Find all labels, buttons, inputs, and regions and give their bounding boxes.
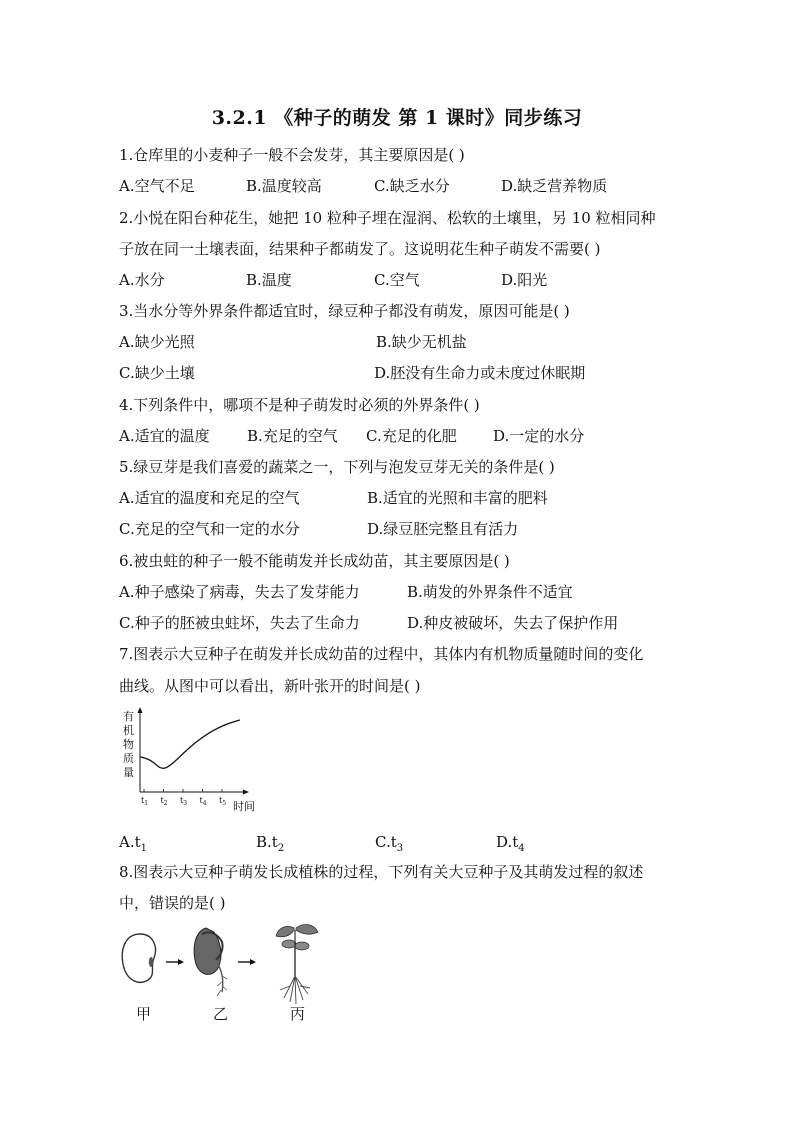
q7-option-b: $B.t_2$	[256, 833, 285, 854]
chart-ylabel-char: 机	[123, 724, 134, 737]
q6-option-b: B.萌发的外界条件不适宜	[407, 583, 573, 601]
q4-option-a: A.适宜的温度	[119, 427, 210, 445]
q3-option-c: C.缺少土壤	[119, 364, 195, 382]
x-tick-label: $t_3$	[180, 796, 188, 807]
q5-option-b: B.适宜的光照和丰富的肥料	[367, 489, 548, 507]
arrow-right-icon	[238, 959, 256, 965]
q3-option-b: B.缺少无机盐	[376, 333, 467, 351]
q1-option-b: B.温度较高	[246, 177, 322, 195]
q6-option-c: C.种子的胚被虫蛀坏，失去了生命力	[119, 614, 360, 632]
question-7-stem-line1: 7.图表示大豆种子在萌发并长成幼苗的过程中，其体内有机物质量随时间的变化	[119, 645, 644, 663]
q2-option-c: C.空气	[374, 271, 420, 289]
q2-option-d: D.阳光	[501, 271, 548, 289]
q5-option-c: C.充足的空气和一定的水分	[119, 520, 300, 538]
question-8-stem-line2: 中，错误的是( )	[119, 894, 226, 912]
question-1-stem: 1.仓库里的小麦种子一般不会发芽，其主要原因是( )	[119, 146, 465, 164]
bean-seed-icon	[122, 934, 155, 982]
q2-option-a: A.水分	[119, 271, 165, 289]
x-tick-label: $t_2$	[160, 796, 168, 807]
x-tick-label: $t_5$	[219, 796, 227, 807]
arrow-right-icon	[166, 959, 184, 965]
question-4-stem: 4.下列条件中，哪项不是种子萌发时必须的外界条件( )	[119, 396, 480, 414]
chart-ylabel	[123, 710, 134, 779]
x-axis-arrow	[243, 790, 249, 795]
figure-label-bing: 丙	[290, 1005, 306, 1023]
chart-xlabel: 时间	[233, 800, 255, 813]
figure-label-yi: 乙	[213, 1005, 229, 1023]
q4-option-c: C.充足的化肥	[366, 427, 457, 445]
q7-option-a: $A.t_1$	[119, 833, 148, 854]
q4-option-b: B.充足的空气	[247, 427, 338, 445]
organic-mass-curve	[140, 720, 240, 768]
x-tick-label: $t_4$	[199, 796, 207, 807]
question-2-stem-line1: 2.小悦在阳台种花生，她把 10 粒种子埋在湿润、松软的土壤里，另 10 粒相同种	[119, 209, 656, 227]
y-axis-arrow	[138, 707, 143, 713]
q4-option-d: D.一定的水分	[493, 427, 585, 445]
q3-option-a: A.缺少光照	[119, 333, 195, 351]
q7-option-d: $D.t_4$	[496, 833, 525, 854]
chart-ylabel-char: 质	[123, 752, 134, 765]
figure-label-jia: 甲	[136, 1005, 152, 1023]
q1-option-c: C.缺乏水分	[374, 177, 450, 195]
question-5-stem: 5.绿豆芽是我们喜爱的蔬菜之一，下列与泡发豆芽无关的条件是( )	[119, 458, 555, 476]
q6-option-a: A.种子感染了病毒，失去了发芽能力	[119, 583, 360, 601]
q1-option-d: D.缺乏营养物质	[501, 177, 608, 195]
question-3-stem: 3.当水分等外界条件都适宜时，绿豆种子都没有萌发，原因可能是( )	[119, 302, 570, 320]
q6-option-d: D.种皮被破坏，失去了保护作用	[407, 614, 619, 632]
organic-mass-chart	[118, 706, 268, 816]
question-8-stem-line1: 8.图表示大豆种子萌发长成植株的过程，下列有关大豆种子及其萌发过程的叙述	[119, 863, 644, 881]
seedling-icon	[276, 925, 318, 1004]
q5-option-a: A.适宜的温度和充足的空气	[119, 489, 300, 507]
q5-option-d: D.绿豆胚完整且有活力	[367, 520, 519, 538]
chart-ylabel-char: 有	[123, 710, 134, 723]
chart-ylabel-char: 量	[123, 766, 134, 779]
question-7-stem-line2: 曲线。从图中可以看出，新叶张开的时间是( )	[119, 677, 421, 695]
q2-option-b: B.温度	[246, 271, 292, 289]
page-title: 3.2.1 《种子的萌发 第 1 课时》同步练习	[211, 107, 583, 129]
q7-option-c: $C.t_3$	[375, 833, 404, 854]
q1-option-a: A.空气不足	[119, 177, 195, 195]
question-2-stem-line2: 子放在同一土壤表面，结果种子都萌发了。这说明花生种子萌发不需要( )	[119, 240, 601, 258]
chart-ylabel-char: 物	[123, 738, 134, 751]
x-tick-label: $t_1$	[141, 796, 149, 807]
germinating-bean-icon	[194, 928, 227, 996]
q3-option-d: D.胚没有生命力或未度过休眠期	[374, 364, 586, 382]
question-6-stem: 6.被虫蛀的种子一般不能萌发并长成幼苗，其主要原因是( )	[119, 552, 510, 570]
